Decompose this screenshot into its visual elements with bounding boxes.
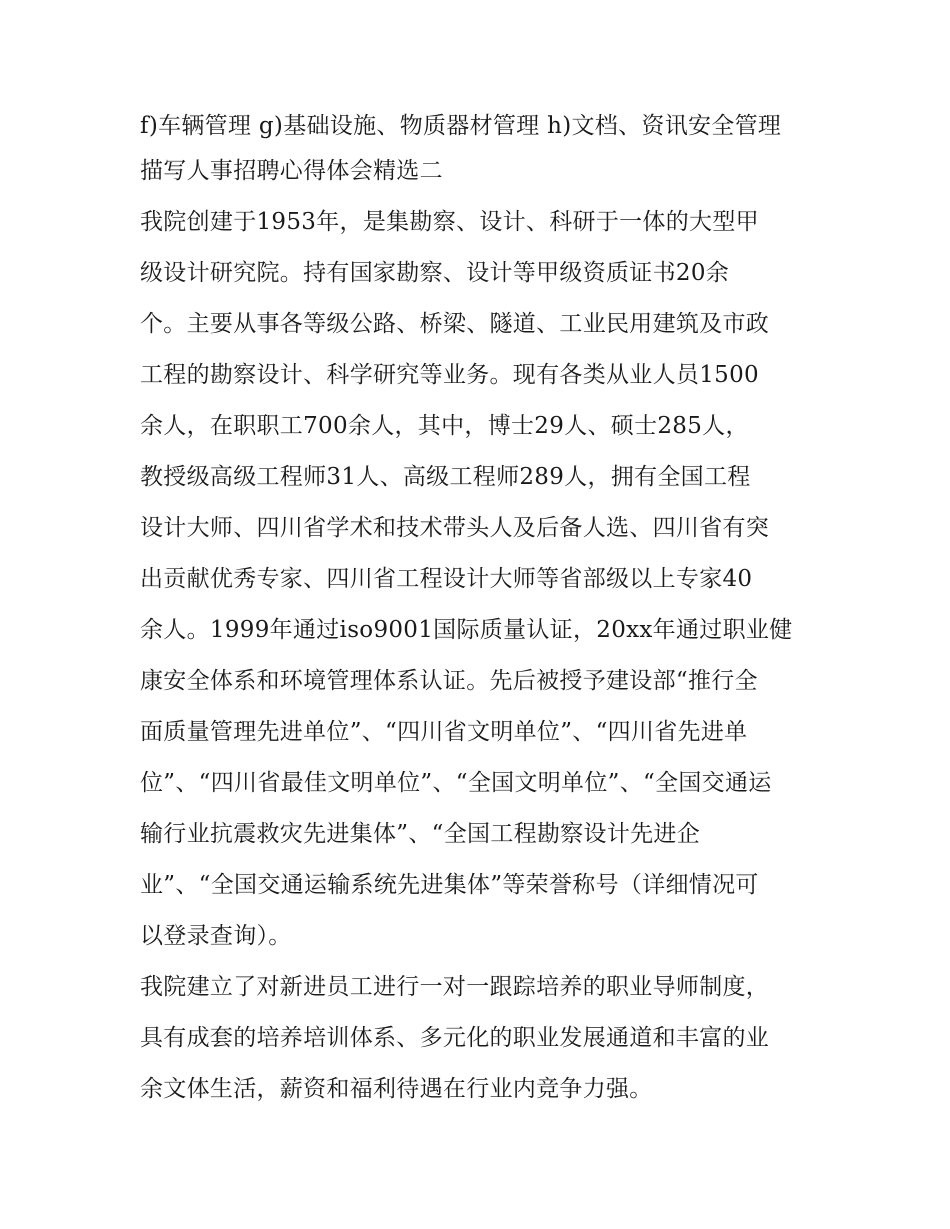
text-line: 工程的勘察设计、科学研究等业务。现有各类从业人员1500 xyxy=(140,362,759,388)
text-line: 输行业抗震救灾先进集体”、“全国工程勘察设计先进企 xyxy=(140,821,701,847)
text-line: 出贡献优秀专家、四川省工程设计大师等省部级以上专家40 xyxy=(140,566,753,592)
text-line: 康安全体系和环境管理体系认证。先后被授予建设部“推行全 xyxy=(140,668,758,694)
text-line: 余人，在职职工700余人，其中，博士29人、硕士285人， xyxy=(140,413,749,439)
text-line: 业”、“全国交通运输系统先进集体”等荣誉称号（详细情况可 xyxy=(140,872,759,898)
document-body xyxy=(140,107,840,1115)
text-line: 我院创建于1953年，是集勘察、设计、科研于一体的大型甲 xyxy=(140,209,759,235)
text-line: 位”、“四川省最佳文明单位”、“全国文明单位”、“全国交通运 xyxy=(140,770,772,796)
text-line: 余人。1999年通过iso9001国际质量认证，20xx年通过职业健 xyxy=(140,617,793,643)
text-line: 个。主要从事各等级公路、桥梁、隧道、工业民用建筑及市政 xyxy=(140,311,770,337)
text-line: 级设计研究院。持有国家勘察、设计等甲级资质证书20余 xyxy=(140,260,730,286)
text-line: 余文体生活，薪资和福利待遇在行业内竞争力强。 xyxy=(140,1076,653,1102)
text-line: 设计大师、四川省学术和技术带头人及后备人选、四川省有突 xyxy=(140,515,770,541)
text-line: 以登录查询）。 xyxy=(140,923,292,949)
text-line: f)车辆管理 g)基础设施、物质器材管理 h)文档、资讯安全管理 xyxy=(140,113,782,139)
text-line: 教授级高级工程师31人、高级工程师289人，拥有全国工程 xyxy=(140,464,751,490)
text-line: 面质量管理先进单位”、“四川省文明单位”、“四川省先进单 xyxy=(140,719,748,745)
text-line: 我院建立了对新进员工进行一对一跟踪培养的职业导师制度， xyxy=(140,974,770,1000)
section-heading: 描写人事招聘心得体会精选二 xyxy=(140,158,443,184)
text-line: 具有成套的培养培训体系、多元化的职业发展通道和丰富的业 xyxy=(140,1025,770,1051)
